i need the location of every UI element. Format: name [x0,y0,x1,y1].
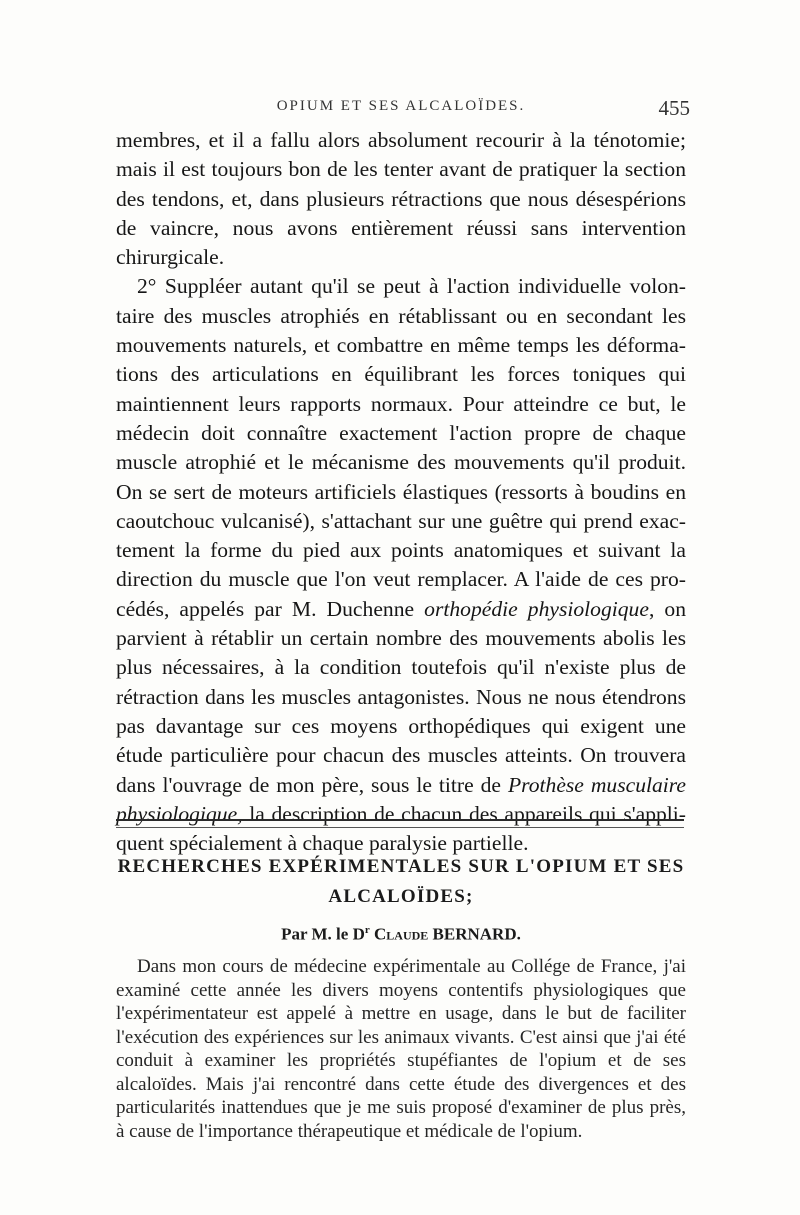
italic-term: orthopédie physiologique [424,596,649,621]
article-paragraph: Dans mon cours de médecine expérimentale au Collége de France, j'ai examiné cette année les divers moyens contentifs physiologiques que l'expérimentateur est appelé à mettre en usage, dans le but de faciliter l'exécution des expériences sur les animaux vivants. C'est ainsi que j'ai été conduit à examiner les propriétés stupéfiantes de l'opium et de ses alcaloïdes. Mais j'ai rencontré dans cette étude des divergences et des particularités inattendues que je me suis proposé d'examiner de plus près, à cause de l'importance thérapeutique et médicale de l'opium. [116,956,686,1142]
article-title [116,852,686,912]
article-title-line: ALCALOÏDES; [328,886,474,907]
paragraph-text: , on parvient à rétablir un certain nombre des mouvements abolis les plus nécessaires, à la condition toutefois qu'il n'existe plus de rétraction dans les muscles antagonistes. Nous ne nous étendrons pas davantage sur ces moyens orthopédiques qui exigent une étude particulière pour chacun des muscles atteints. On trouvera dans l'ouvrage de mon père, sous le titre de [116,596,686,797]
article-title-line: RECHERCHES EXPÉRIMENTALES SUR L'OPIUM ET SES [117,856,685,877]
paragraph-text: 2° Suppléer autant qu'il se peut à l'action individuelle volontaire des muscles atrophiés en rétablissant ou en secondant les mouvements naturels, et combattre en même temps les déformations des articulations en équilibrant les forces toniques qui maintiennent leurs rapports normaux. Pour atteindre ce but, le médecin doit connaître exactement l'action propre de chaque muscle atrophié et le mécanisme des mouvements qu'il produit. On se sert de moteurs artificiels élastiques (ressorts à boudins en caoutchouc vulcanisé), s'attachant sur une guêtre qui prend exactement la forme du pied aux points anatomiques et suivant la direction du muscle que l'on veut remplacer. A l'aide de ces procédés, appelés par M. Duchenne [116,274,686,621]
page-number: 455 [658,96,690,120]
author-title-superscript: r [364,924,370,936]
running-title: OPIUM ET SES ALCALOÏDES. [276,98,526,114]
body-text [116,126,686,858]
article-body [116,955,686,1143]
paragraph-text: la description de chacun des appareils qui s'appliquent spécialement à chaque paralysie partielle. [116,801,686,856]
author-prefix: Par M. le D [281,924,365,944]
article-author [116,924,686,945]
author-first-name: Claude [374,924,429,944]
section-divider [116,819,684,828]
paragraph-point-2 [116,272,686,858]
running-head [112,98,690,126]
author-last-name: BERNARD. [432,924,521,944]
paragraph-continuation: membres, et il a fallu alors absolument recourir à la ténotomie; mais il est toujours bon de les tenter avant de pratiquer la section des tendons, et, dans plusieurs rétractions que nous désespérions de vaincre, nous avons entièrement réussi sans intervention chirurgicale. [116,128,686,270]
italic-book-title: Prothèse musculaire physiologique, [116,772,686,826]
